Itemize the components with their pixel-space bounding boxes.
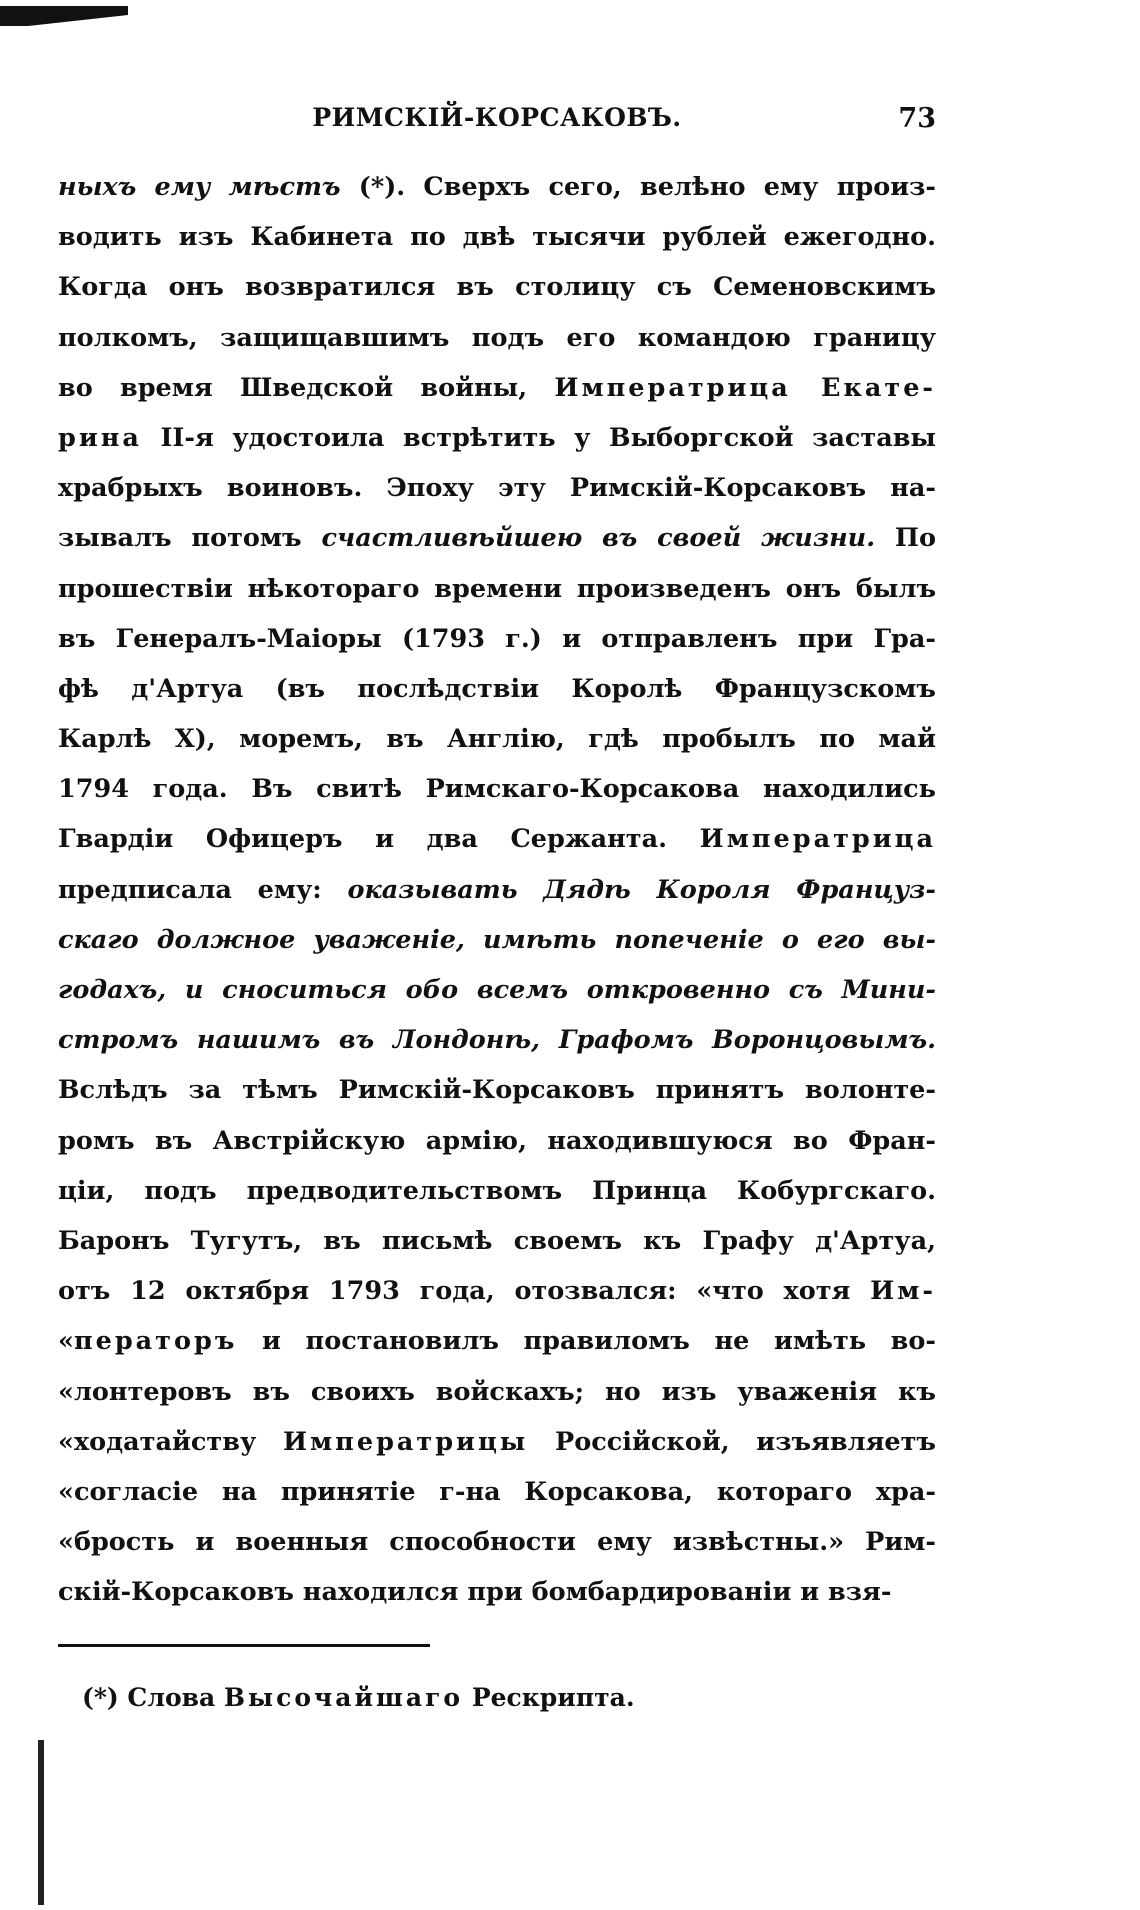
text-segment: ромъ въ Австрійскую армію, находившуюся во Фран-: [58, 1125, 936, 1156]
text-line: [58, 1316, 936, 1366]
text-line: [58, 363, 936, 413]
text-line: [58, 1166, 936, 1216]
scan-corner-mark: [0, 6, 128, 26]
text-line: [58, 564, 936, 614]
text-segment: Карлѣ X), моремъ, въ Англію, гдѣ пробылъ по май: [58, 724, 936, 755]
text-segment: II-я удостоила встрѣтить у Выборгской заставы: [141, 422, 936, 453]
text-line: [58, 814, 936, 864]
text-line: [58, 1567, 936, 1617]
text-line: [58, 463, 936, 513]
text-line: [58, 1216, 936, 1266]
text-segment: водить изъ Кабинета по двѣ тысячи рублей ежегодно.: [58, 222, 936, 253]
text-segment: Когда онъ возвратился въ столицу съ Семеновскимъ: [58, 272, 936, 303]
text-segment: (*) Слова: [82, 1683, 224, 1712]
text-segment: «лонтеровъ въ своихъ войскахъ; но изъ уваженія къ: [58, 1376, 936, 1407]
text-segment: «брость и военныя способности ему извѣстны.» Рим-: [58, 1527, 936, 1558]
text-segment: храбрыхъ воиновъ. Эпоху эту Римскій-Корсаковъ на-: [58, 473, 936, 504]
text-line: [58, 664, 936, 714]
text-segment: скій-Корсаковъ находился при бомбардированіи и взя-: [58, 1577, 892, 1608]
text-line: [58, 915, 936, 965]
text-segment: 1794 года. Въ свитѣ Римскаго-Корсакова находились: [58, 774, 936, 805]
text-segment: Императрица: [699, 824, 936, 855]
text-segment: Императрица Екате-: [554, 372, 936, 403]
text-segment: Рескрипта.: [463, 1683, 635, 1712]
text-segment: ныхъ ему мѣстъ: [58, 172, 341, 202]
text-line: [58, 1467, 936, 1517]
text-line: [58, 865, 936, 915]
text-segment: (*). Сверхъ сего, велѣно ему произ-: [340, 172, 936, 202]
page-number: 73: [898, 103, 936, 134]
scan-margin-rule: [38, 1740, 44, 1905]
text-segment: «ходатайству: [58, 1426, 283, 1457]
text-segment: Баронъ Тугутъ, въ письмѣ своемъ къ Графу д'Артуа,: [58, 1225, 936, 1256]
text-segment: въ Генералъ-Маіоры (1793 г.) и отправленъ при Гра-: [58, 623, 936, 654]
text-segment: и постановилъ правиломъ не имѣть во-: [237, 1326, 936, 1357]
text-segment: предписала ему:: [58, 874, 348, 905]
text-line: [58, 614, 936, 664]
running-title: РИМСКІЙ-КОРСАКОВЪ.: [312, 103, 682, 132]
text-segment: фѣ д'Артуа (въ послѣдствіи Королѣ Французскомъ: [58, 673, 936, 704]
text-line: [58, 313, 936, 363]
text-segment: «согласіе на принятіе г-на Корсакова, котораго хра-: [58, 1476, 936, 1507]
text-line: [58, 1266, 936, 1316]
text-segment: Гвардіи Офицеръ и два Сержанта.: [58, 824, 700, 855]
text-line: [58, 1517, 936, 1567]
page-header: [58, 103, 936, 143]
text-segment: Россійской, изъявляетъ: [528, 1426, 936, 1457]
text-segment: оказывать Дядѣ Короля Француз-: [347, 874, 936, 905]
footnote: [82, 1683, 635, 1712]
text-segment: годахъ, и сноситься обо всемъ откровенно съ Мини-: [58, 975, 936, 1005]
text-segment: рина: [58, 422, 142, 453]
text-line: [58, 764, 936, 814]
text-line: [58, 965, 936, 1015]
text-line: [58, 162, 936, 212]
footnote-separator: [58, 1644, 430, 1647]
text-segment: Им-: [870, 1276, 936, 1307]
main-text: [58, 162, 936, 1617]
text-segment: Императрицы: [282, 1426, 529, 1457]
text-line: [58, 212, 936, 262]
text-segment: ціи, подъ предводительствомъ Принца Кобургскаго.: [58, 1175, 936, 1206]
text-segment: По: [875, 523, 937, 554]
text-line: [58, 1367, 936, 1417]
text-line: [58, 413, 936, 463]
text-line: [58, 1116, 936, 1166]
text-segment: ператоръ: [73, 1326, 238, 1357]
text-segment: «: [58, 1326, 74, 1357]
text-segment: во время Шведской войны,: [58, 372, 555, 403]
text-segment: Вслѣдъ за тѣмъ Римскій-Корсаковъ принятъ волонте-: [58, 1075, 936, 1106]
text-segment: Высочайшаго: [223, 1683, 464, 1712]
text-segment: отъ 12 октября 1793 года, отозвался: «что хотя: [58, 1276, 871, 1307]
text-segment: скаго должное уваженіе, имѣть попеченіе о его вы-: [58, 924, 936, 955]
text-line: [58, 714, 936, 764]
text-segment: стромъ нашимъ въ Лондонѣ, Графомъ Воронцовымъ.: [58, 1025, 936, 1056]
text-line: [58, 1065, 936, 1115]
text-line: [58, 1015, 936, 1065]
text-segment: счастливѣйшею въ своей жизни.: [321, 523, 876, 554]
text-segment: прошествіи нѣкотораго времени произведенъ онъ былъ: [58, 573, 936, 604]
text-line: [58, 1417, 936, 1467]
text-segment: зывалъ потомъ: [58, 523, 322, 554]
text-line: [58, 513, 936, 563]
text-segment: полкомъ, защищавшимъ подъ его командою границу: [58, 322, 936, 353]
text-line: [58, 262, 936, 312]
